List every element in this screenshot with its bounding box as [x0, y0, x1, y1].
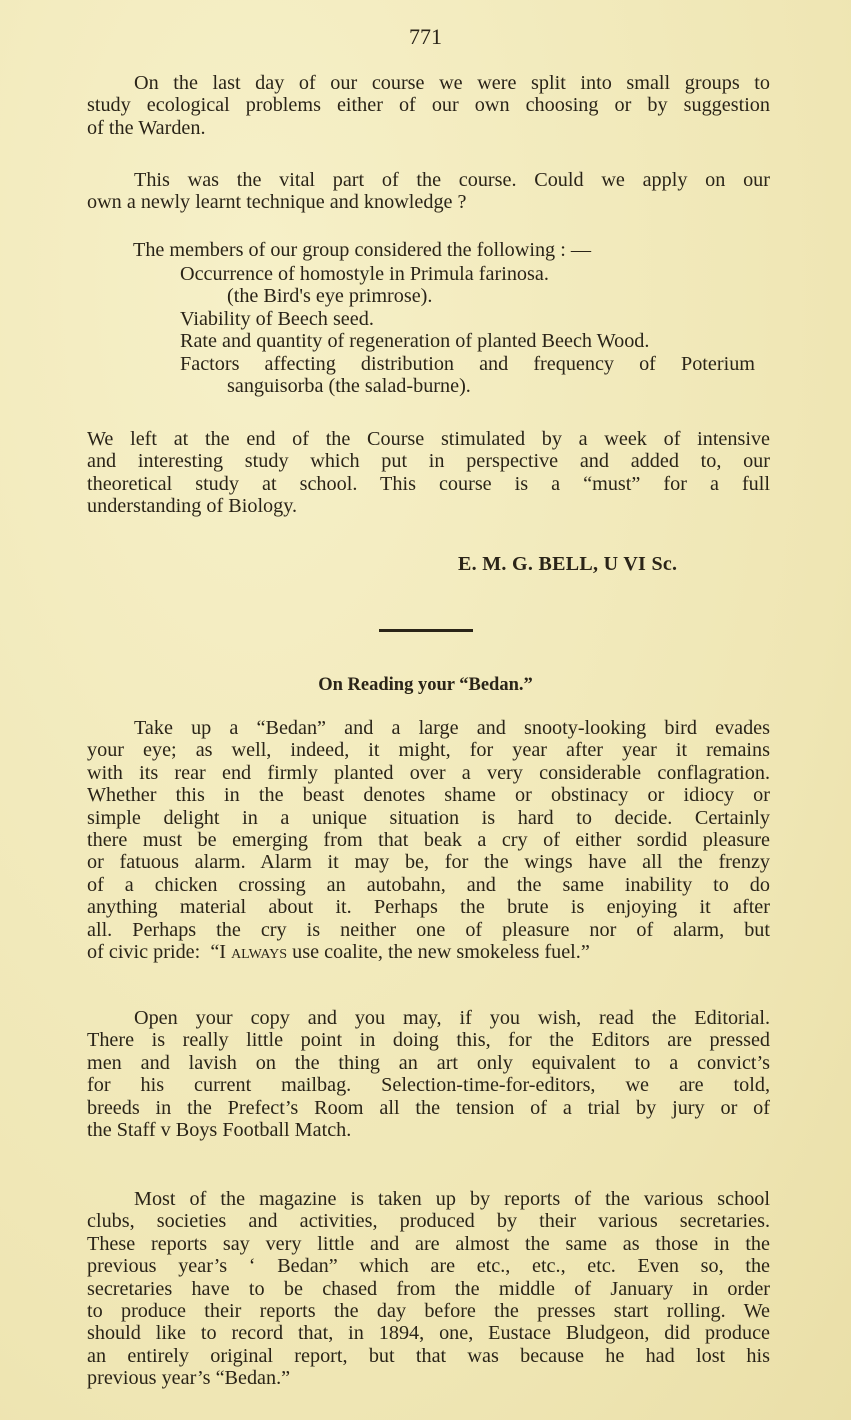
text-line	[87, 941, 770, 963]
author-signature: E. M. G. BELL, U VI Sc.	[458, 553, 678, 575]
text-fragment: use coalite, the new smokeless fuel.”	[287, 941, 590, 964]
list-item: Viability of Beech seed.	[180, 307, 374, 330]
text-line: Whether this in the beast denotes shame or obstinacy or idiocy or	[87, 784, 770, 807]
text-line: to produce their reports the day before the presses start rolling. We	[87, 1300, 770, 1323]
text-line: of a chicken crossing an autobahn, and the same inability to do	[87, 873, 770, 896]
page-number: 771	[409, 24, 442, 49]
text-line: breeds in the Prefect’s Room all the tension of a trial by jury or of	[87, 1096, 770, 1119]
article-paragraph-2	[87, 1007, 770, 1141]
text-line: previous year’s “Bedan.”	[87, 1367, 291, 1390]
group-topics-list	[180, 263, 760, 397]
text-line: and interesting study which put in perspective and added to, our	[87, 450, 770, 473]
text-line: previous year’s ‘ Bedan” which are etc., etc., etc. Even so, the	[87, 1255, 770, 1278]
text-line: with its rear end firmly planted over a very considerable conflagration.	[87, 761, 770, 784]
text-line: study ecological problems either of our own choosing or by suggestion	[87, 94, 770, 117]
text-line: men and lavish on the thing an art only equivalent to a convict’s	[87, 1051, 770, 1074]
text-line: Most of the magazine is taken up by reports of the various school	[134, 1188, 770, 1210]
text-line: These reports say very little and are almost the same as those in the	[87, 1232, 770, 1255]
article-paragraph-1	[87, 717, 770, 963]
text-line: This was the vital part of the course. Could we apply on our	[134, 169, 770, 191]
text-fragment: always	[231, 941, 288, 964]
list-item: Factors affecting distribution and frequency of Poterium	[180, 352, 755, 375]
text-line: theoretical study at school. This course is a “must” for a full	[87, 472, 770, 495]
text-line: simple delight in a unique situation is hard to decide. Certainly	[87, 806, 770, 829]
closing-paragraph	[87, 428, 770, 518]
text-line: there must be emerging from that beak a cry of either sordid pleasure	[87, 829, 770, 852]
text-fragment: of civic pride: “I	[87, 941, 232, 964]
text-line: all. Perhaps the cry is neither one of pleasure nor of alarm, but	[87, 918, 770, 941]
text-line: your eye; as well, indeed, it might, for year after year it remains	[87, 739, 770, 762]
text-line: On the last day of our course we were split into small groups to	[134, 72, 770, 94]
section-divider	[379, 629, 473, 632]
text-line: clubs, societies and activities, produced by their various secretaries.	[87, 1210, 770, 1233]
article-paragraph-3	[87, 1188, 770, 1390]
text-line: We left at the end of the Course stimulated by a week of intensive	[87, 428, 770, 450]
list-item: Rate and quantity of regeneration of planted Beech Wood.	[180, 330, 650, 353]
text-line: understanding of Biology.	[87, 495, 298, 518]
text-line: own a newly learnt technique and knowledge ?	[87, 191, 467, 214]
list-item: sanguisorba (the salad-burne).	[227, 375, 471, 398]
text-line: or fatuous alarm. Alarm it may be, for the wings have all the frenzy	[87, 851, 770, 874]
article-title: On Reading your “Bedan.”	[318, 675, 533, 695]
list-item: Occurrence of homostyle in Primula farinosa.	[180, 263, 549, 285]
text-line: Take up a “Bedan” and a large and snooty-looking bird evades	[134, 717, 770, 739]
group-list-intro: The members of our group considered the following : —	[133, 239, 592, 261]
text-line: Open your copy and you may, if you wish, read the Editorial.	[134, 1007, 770, 1029]
text-line: secretaries have to be chased from the middle of January in order	[87, 1277, 770, 1300]
list-item: (the Bird's eye primrose).	[227, 285, 433, 308]
text-line: should like to record that, in 1894, one, Eustace Bludgeon, did produce	[87, 1322, 770, 1345]
intro-paragraph-1	[87, 72, 770, 139]
text-line: the Staff v Boys Football Match.	[87, 1119, 352, 1142]
text-line: anything material about it. Perhaps the brute is enjoying it after	[87, 896, 770, 919]
text-line: for his current mailbag. Selection-time-for-editors, we are told,	[87, 1074, 770, 1097]
text-line: an entirely original report, but that was because he had lost his	[87, 1344, 770, 1367]
intro-paragraph-2	[87, 169, 770, 214]
text-line: There is really little point in doing this, for the Editors are pressed	[87, 1029, 770, 1052]
text-line: of the Warden.	[87, 116, 206, 139]
